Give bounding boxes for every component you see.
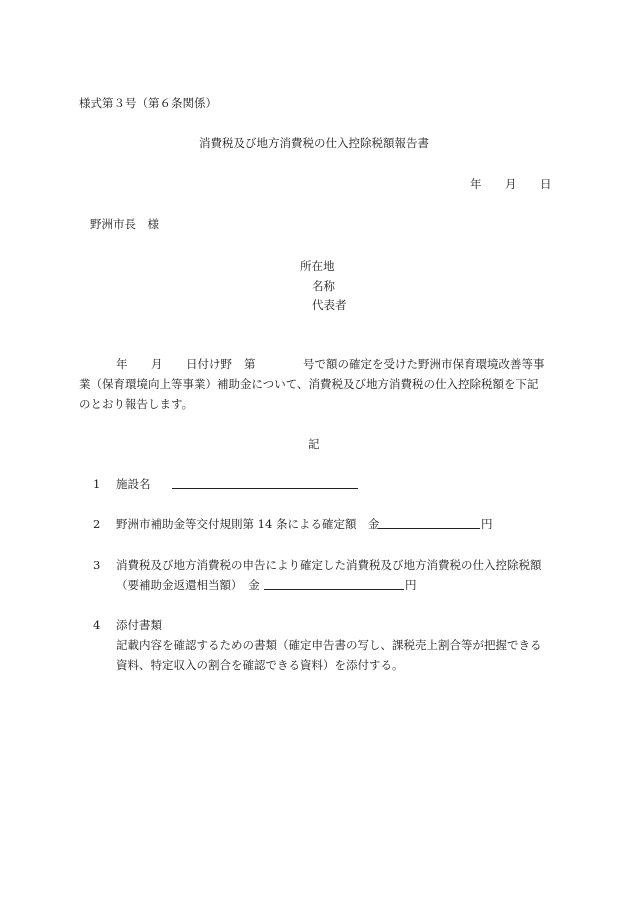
date-day: 日 [540,177,552,191]
item-1-label: 施設名 [116,477,151,491]
date-month: 月 [505,177,517,191]
body-line3: のとおり報告します。 [79,397,194,411]
facility-name-field[interactable] [172,476,358,493]
address-label: 所在地 [300,259,335,273]
addressee: 野洲市長 様 [90,217,159,231]
item-2-number: 2 [93,517,101,531]
item-4-label: 添付書類 [116,618,162,632]
ki-heading: 記 [308,437,320,451]
body-line1-year: 年 [116,357,128,371]
body-line1-month: 月 [151,357,163,371]
refund-amount-field[interactable] [264,577,404,594]
body-line1-no: 第 [244,357,256,371]
item-4-desc-line2: 資料、特定収入の割合を確認できる資料）を添付する。 [116,658,404,672]
form-number: 様式第３号（第６条関係） [79,96,217,110]
body-line2: 業（保育環境向上等事業）補助金について、消費税及び地方消費税の仕入控除税額を下記 [79,377,539,391]
date-year: 年 [470,177,482,191]
item-3-label: 消費税及び地方消費税の申告により確定した消費税及び地方消費税の仕入控除税額 [116,558,542,572]
item-4-number: 4 [93,618,101,632]
item-1-number: 1 [93,477,101,491]
item-3-unit: 円 [405,578,417,592]
representative-label: 代表者 [312,298,347,312]
name-label: 名称 [312,279,335,293]
body-line1-rest: 号で額の確定を受けた野洲市保育環境改善等事 [303,357,545,371]
item-3-number: 3 [93,558,101,572]
item-2-label: 野洲市補助金等交付規則第 14 条による確定額 金 [116,517,380,531]
item-2-unit: 円 [481,517,493,531]
confirmed-amount-field[interactable] [378,516,480,533]
item-3-sub-label: （要補助金返還相当額） 金 [116,578,260,592]
body-line1-dated: 日付け野 [186,357,232,371]
item-4-desc-line1: 記載内容を確認するための書類（確定申告書の写し、課税売上割合等が把握できる [116,638,542,652]
document-title: 消費税及び地方消費税の仕入控除税額報告書 [199,136,429,150]
